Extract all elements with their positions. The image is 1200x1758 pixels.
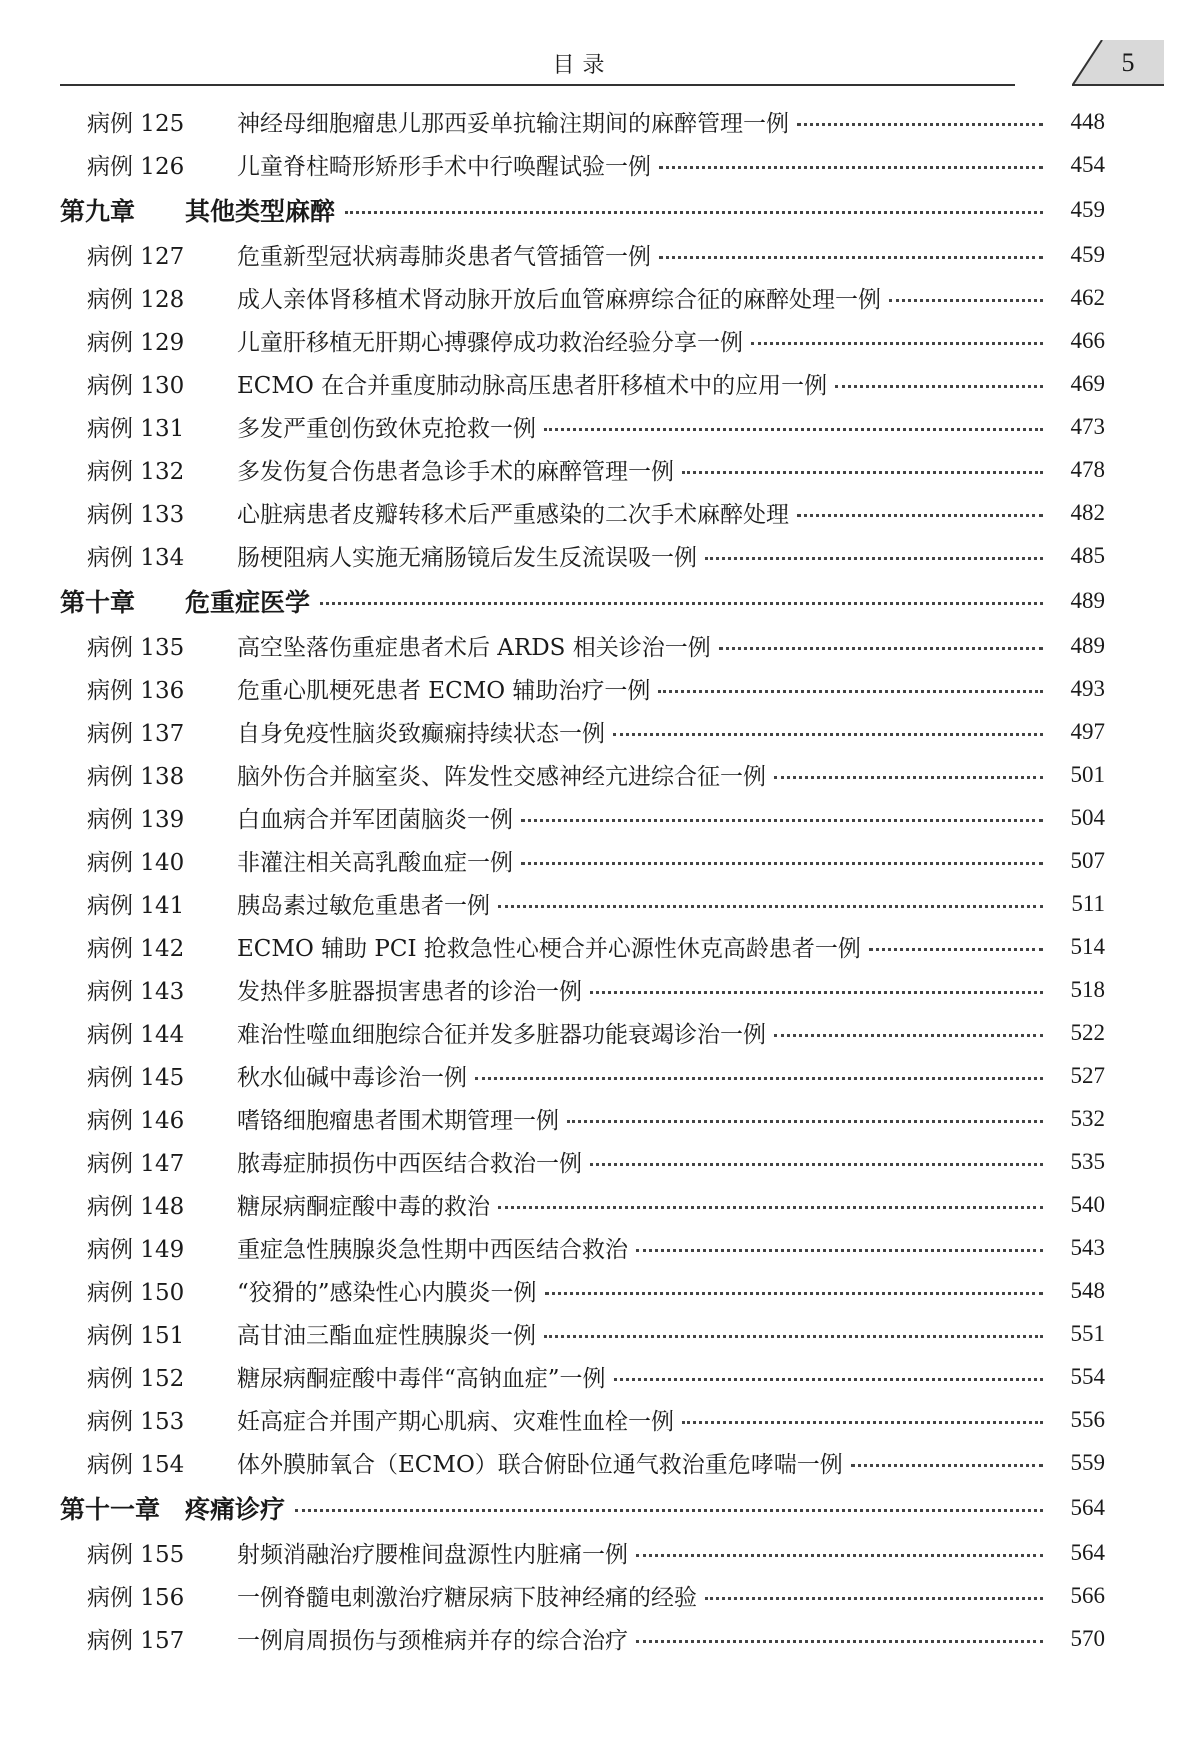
case-title: 危重心肌梗死患者 ECMO 辅助治疗一例	[237, 678, 651, 704]
dot-leader	[797, 123, 1043, 126]
toc-case-entry[interactable]	[60, 1617, 1105, 1660]
case-number: 病例 154	[87, 1452, 185, 1478]
case-title: 多发严重创伤致休克抢救一例	[237, 416, 536, 442]
dot-leader	[590, 991, 1043, 994]
case-title: 多发伤复合伤患者急诊手术的麻醉管理一例	[237, 459, 674, 485]
toc-case-entry[interactable]	[60, 624, 1105, 667]
toc-case-entry[interactable]	[60, 1011, 1105, 1054]
toc-case-entry[interactable]	[60, 667, 1105, 710]
case-title: 胰岛素过敏危重患者一例	[237, 893, 490, 919]
toc-chapter-heading[interactable]	[60, 577, 1105, 624]
case-number: 病例 133	[87, 502, 185, 528]
case-title: 妊高症合并围产期心肌病、灾难性血栓一例	[237, 1409, 674, 1435]
dot-leader	[590, 1163, 1043, 1166]
case-title: 发热伴多脏器损害患者的诊治一例	[237, 979, 582, 1005]
page-reference: 489	[1070, 587, 1105, 613]
toc-case-entry[interactable]	[60, 319, 1105, 362]
toc-case-entry[interactable]	[60, 1183, 1105, 1226]
case-title: 糖尿病酮症酸中毒的救治	[237, 1194, 490, 1220]
case-number: 病例 156	[87, 1585, 185, 1611]
case-title: 糖尿病酮症酸中毒伴“高钠血症”一例	[237, 1366, 606, 1392]
case-title: 重症急性胰腺炎急性期中西医结合救治	[237, 1237, 628, 1263]
case-title: ECMO 在合并重度肺动脉高压患者肝移植术中的应用一例	[237, 373, 828, 399]
case-title: 神经母细胞瘤患儿那西妥单抗输注期间的麻醉管理一例	[237, 111, 789, 137]
toc-chapter-heading[interactable]	[60, 186, 1105, 233]
toc-case-entry[interactable]	[60, 925, 1105, 968]
toc-case-entry[interactable]	[60, 276, 1105, 319]
case-title: 体外膜肺氧合（ECMO）联合俯卧位通气救治重危哮喘一例	[237, 1452, 843, 1478]
toc-case-entry[interactable]	[60, 1398, 1105, 1441]
toc-case-entry[interactable]	[60, 882, 1105, 925]
case-number: 病例 142	[87, 936, 185, 962]
dot-leader	[567, 1120, 1043, 1123]
page-reference: 459	[1070, 196, 1105, 222]
toc-case-entry[interactable]	[60, 968, 1105, 1011]
dot-leader	[345, 211, 1043, 214]
dot-leader	[705, 557, 1043, 560]
toc-case-entry[interactable]	[60, 1441, 1105, 1484]
case-number: 病例 148	[87, 1194, 185, 1220]
case-title: 高空坠落伤重症患者术后 ARDS 相关诊治一例	[237, 635, 711, 661]
case-title: 射频消融治疗腰椎间盘源性内脏痛一例	[237, 1542, 628, 1568]
dot-leader	[636, 1249, 1043, 1252]
case-title: 难治性噬血细胞综合征并发多脏器功能衰竭诊治一例	[237, 1022, 766, 1048]
case-number: 病例 157	[87, 1628, 185, 1654]
dot-leader	[659, 256, 1043, 259]
case-number: 病例 129	[87, 330, 185, 356]
dot-leader	[320, 602, 1043, 605]
page-reference: 527	[1070, 1062, 1105, 1088]
toc-case-entry[interactable]	[60, 1355, 1105, 1398]
page-reference: 551	[1070, 1320, 1105, 1346]
toc-case-entry[interactable]	[60, 143, 1105, 186]
toc-case-entry[interactable]	[60, 362, 1105, 405]
page-reference: 482	[1070, 499, 1105, 525]
chapter-title: 其他类型麻醉	[185, 196, 336, 226]
dot-leader	[545, 1292, 1043, 1295]
page-reference: 511	[1071, 890, 1105, 916]
page-reference: 564	[1070, 1494, 1105, 1520]
page-reference: 518	[1070, 976, 1105, 1002]
case-title: 高甘油三酯血症性胰腺炎一例	[237, 1323, 536, 1349]
toc-case-entry[interactable]	[60, 753, 1105, 796]
dot-leader	[682, 1421, 1043, 1424]
dot-leader	[614, 1378, 1043, 1381]
case-number: 病例 131	[87, 416, 185, 442]
page-reference: 501	[1070, 761, 1105, 787]
page-reference: 489	[1070, 632, 1105, 658]
case-title: 自身免疫性脑炎致癫痫持续状态一例	[237, 721, 605, 747]
toc-case-entry[interactable]	[60, 796, 1105, 839]
dot-leader	[544, 1335, 1043, 1338]
case-title: 肠梗阻病人实施无痛肠镜后发生反流误吸一例	[237, 545, 697, 571]
case-number: 病例 128	[87, 287, 185, 313]
toc-case-entry[interactable]	[60, 1140, 1105, 1183]
case-number: 病例 127	[87, 244, 185, 270]
toc-case-entry[interactable]	[60, 448, 1105, 491]
case-number: 病例 152	[87, 1366, 185, 1392]
case-title: 儿童肝移植无肝期心搏骤停成功救治经验分享一例	[237, 330, 743, 356]
case-title: 一例肩周损伤与颈椎病并存的综合治疗	[237, 1628, 628, 1654]
page-reference: 514	[1070, 933, 1105, 959]
dot-leader	[498, 1206, 1043, 1209]
dot-leader	[797, 514, 1043, 517]
case-number: 病例 149	[87, 1237, 185, 1263]
chapter-number: 第十一章	[60, 1494, 161, 1524]
header-title: 目录	[552, 53, 613, 78]
case-number: 病例 136	[87, 678, 185, 704]
page-reference: 469	[1070, 370, 1105, 396]
dot-leader	[521, 819, 1043, 822]
page-number-tab	[1072, 40, 1164, 86]
chapter-title: 危重症医学	[185, 587, 311, 617]
page-reference: 532	[1070, 1105, 1105, 1131]
toc-case-entry[interactable]	[60, 710, 1105, 753]
case-title: 危重新型冠状病毒肺炎患者气管插管一例	[237, 244, 651, 270]
case-number: 病例 134	[87, 545, 185, 571]
page-reference: 504	[1070, 804, 1105, 830]
dot-leader	[682, 471, 1043, 474]
page-reference: 459	[1070, 241, 1105, 267]
toc-case-entry[interactable]	[60, 839, 1105, 882]
case-number: 病例 151	[87, 1323, 185, 1349]
page-reference: 535	[1070, 1148, 1105, 1174]
case-number: 病例 146	[87, 1108, 185, 1134]
case-title: 非灌注相关高乳酸血症一例	[237, 850, 513, 876]
case-number: 病例 143	[87, 979, 185, 1005]
case-title: 白血病合并军团菌脑炎一例	[237, 807, 513, 833]
dot-leader	[659, 166, 1043, 169]
toc-case-entry[interactable]	[60, 491, 1105, 534]
dot-leader	[705, 1597, 1043, 1600]
page-reference: 493	[1070, 675, 1105, 701]
page-reference: 554	[1070, 1363, 1105, 1389]
page-reference: 543	[1070, 1234, 1105, 1260]
toc-case-entry[interactable]	[60, 1226, 1105, 1269]
toc-case-entry[interactable]	[60, 1269, 1105, 1312]
dot-leader	[869, 948, 1043, 951]
chapter-title: 疼痛诊疗	[185, 1494, 286, 1524]
toc-case-entry[interactable]	[60, 1054, 1105, 1097]
toc-chapter-heading[interactable]	[60, 1484, 1105, 1531]
dot-leader	[636, 1640, 1043, 1643]
case-number: 病例 132	[87, 459, 185, 485]
dot-leader	[774, 776, 1043, 779]
case-number: 病例 144	[87, 1022, 185, 1048]
case-title: “狡猾的”感染性心内膜炎一例	[237, 1280, 537, 1306]
dot-leader	[295, 1509, 1043, 1512]
table-of-contents	[60, 100, 1105, 1660]
dot-leader	[658, 690, 1043, 693]
chapter-number: 第九章	[60, 196, 136, 226]
case-number: 病例 147	[87, 1151, 185, 1177]
page-reference: 448	[1070, 108, 1105, 134]
toc-case-entry[interactable]	[60, 1531, 1105, 1574]
toc-case-entry[interactable]	[60, 534, 1105, 577]
header-rule	[60, 84, 1015, 86]
case-number: 病例 145	[87, 1065, 185, 1091]
case-number: 病例 130	[87, 373, 185, 399]
page-reference: 548	[1070, 1277, 1105, 1303]
page-reference: 570	[1070, 1625, 1105, 1651]
dot-leader	[851, 1464, 1043, 1467]
toc-case-entry[interactable]	[60, 233, 1105, 276]
page-reference: 466	[1070, 327, 1105, 353]
dot-leader	[544, 428, 1043, 431]
page-reference: 478	[1070, 456, 1105, 482]
case-number: 病例 155	[87, 1542, 185, 1568]
toc-case-entry[interactable]	[60, 405, 1105, 448]
dot-leader	[613, 733, 1043, 736]
dot-leader	[498, 905, 1043, 908]
page-reference: 522	[1070, 1019, 1105, 1045]
case-number: 病例 125	[87, 111, 185, 137]
case-number: 病例 140	[87, 850, 185, 876]
case-title: 嗜铬细胞瘤患者围术期管理一例	[237, 1108, 559, 1134]
case-number: 病例 135	[87, 635, 185, 661]
page-reference: 566	[1070, 1582, 1105, 1608]
case-title: 秋水仙碱中毒诊治一例	[237, 1065, 467, 1091]
page-reference: 556	[1070, 1406, 1105, 1432]
dot-leader	[719, 647, 1043, 650]
page-reference: 462	[1070, 284, 1105, 310]
dot-leader	[521, 862, 1043, 865]
toc-case-entry[interactable]	[60, 1312, 1105, 1355]
toc-case-entry[interactable]	[60, 1574, 1105, 1617]
case-title: ECMO 辅助 PCI 抢救急性心梗合并心源性休克高龄患者一例	[237, 936, 861, 962]
chapter-number: 第十章	[60, 587, 136, 617]
dot-leader	[835, 385, 1043, 388]
page-number: 5	[1121, 48, 1135, 77]
case-title: 一例脊髓电刺激治疗糖尿病下肢神经痛的经验	[237, 1585, 697, 1611]
page-reference: 454	[1070, 151, 1105, 177]
page-reference: 473	[1070, 413, 1105, 439]
case-number: 病例 150	[87, 1280, 185, 1306]
case-title: 心脏病患者皮瓣转移术后严重感染的二次手术麻醉处理	[237, 502, 789, 528]
case-number: 病例 138	[87, 764, 185, 790]
case-number: 病例 139	[87, 807, 185, 833]
case-title: 儿童脊柱畸形矫形手术中行唤醒试验一例	[237, 154, 651, 180]
dot-leader	[751, 342, 1043, 345]
case-title: 成人亲体肾移植术肾动脉开放后血管麻痹综合征的麻醉处理一例	[237, 287, 881, 313]
dot-leader	[889, 299, 1043, 302]
case-title: 脓毒症肺损伤中西医结合救治一例	[237, 1151, 582, 1177]
page-reference: 540	[1070, 1191, 1105, 1217]
dot-leader	[636, 1554, 1043, 1557]
case-number: 病例 153	[87, 1409, 185, 1435]
toc-case-entry[interactable]	[60, 100, 1105, 143]
page-reference: 507	[1070, 847, 1105, 873]
page-reference: 497	[1070, 718, 1105, 744]
case-number: 病例 126	[87, 154, 185, 180]
case-title: 脑外伤合并脑室炎、阵发性交感神经亢进综合征一例	[237, 764, 766, 790]
dot-leader	[475, 1077, 1043, 1080]
dot-leader	[774, 1034, 1043, 1037]
page-reference: 564	[1070, 1539, 1105, 1565]
page-reference: 559	[1070, 1449, 1105, 1475]
page-reference: 485	[1070, 542, 1105, 568]
running-header	[60, 40, 1135, 86]
toc-case-entry[interactable]	[60, 1097, 1105, 1140]
case-number: 病例 137	[87, 721, 185, 747]
case-number: 病例 141	[87, 893, 185, 919]
